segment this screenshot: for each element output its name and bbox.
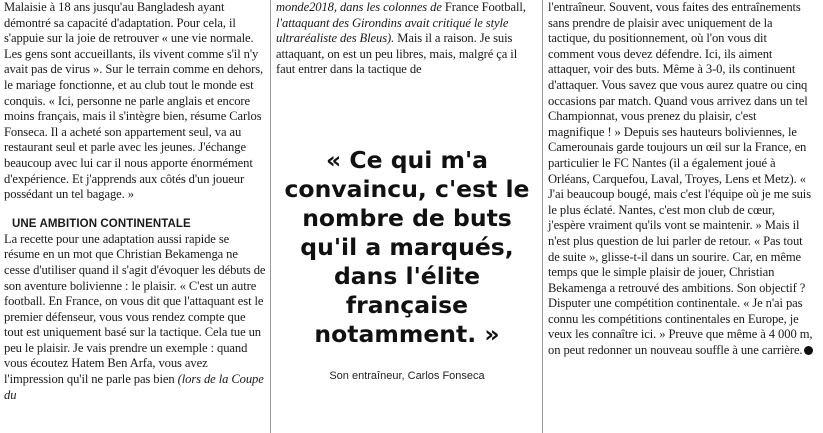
- column-rule-right: [542, 0, 543, 433]
- right-column: [548, 0, 814, 359]
- left-paragraph-1: Malaisie à 18 ans jusqu'au Bangladesh ayant démontré sa capacité d'adaptation. Pour cela, il s'appuie sur la joie de retrouver « une vie normale. Les gens sont accueillants, ils vivent comme s'il n'y avait pas de virus ». Sur le terrain comme en dehors, le mariage fonctionne, et au club tout le monde est conquis. « Ici, personne ne parle anglais et encore moins français, mais il s'intègre bien, résume Carlos Fonseca. Il a acheté son appartement seul, va au restaurant seul et parle avec les jeunes. J'échange beaucoup avec lui car il nous apporte énormément d'expérience. Et j'apprends aux côtés d'un joueur possédant un tel bagage. »: [4, 0, 264, 202]
- middle-italic-1: monde2018, dans les colonnes de: [276, 0, 442, 14]
- pull-quote-credit: Son entraîneur, Carlos Fonseca: [329, 370, 485, 382]
- middle-column: [276, 0, 538, 78]
- right-paragraph-text: l'entraîneur. Souvent, vous faites des entraînements sans prendre de plaisir avec uniquement de la tactique, du positionnement, où l'on vous dit comment vous devez défendre. Ici, ils aiment attaquer, voir des buts. Même à 3-0, ils continuent d'attaquer. Vous savez que vous aurez quatre ou cinq occasions par match. Quand vous arrivez dans un tel Championnat, vous prenez du plaisir, c'est magnifique ! » Depuis ses hauteurs boliviennes, le Camerounais garde toujours un œil sur la France, en particulier le FC Nantes (il a également joué à Orléans, Carquefou, Laval, Troyes, Lens et Metz). « J'ai beaucoup bougé, mais c'est l'équipe où je me suis le plus éclaté. Nantes, c'est mon club de cœur, j'espère vraiment qu'ils vont se maintenir. » Mais il n'est plus question de lui parler de retour. « Pas tout de suite », glisse-t-il dans un sourire. Car, en même temps que le simple plaisir de jouer, Christian Bekamenga a retrouvé des ambitions. Son objectif ? Disputer une compétition continentale. « Je n'ai pas connu les compétitions continentales en Europe, je veux les connaître ici. » Preuve que même à 4 000 m, on peut redonner un nouveau souffle à une carrière.: [548, 0, 813, 358]
- middle-paragraph: [276, 0, 538, 78]
- section-subheading: UNE AMBITION CONTINENTALE: [12, 217, 191, 230]
- left-paragraph-2-italic: (lors de la Coupe du: [4, 372, 264, 402]
- middle-normal-1: France Football,: [441, 0, 526, 14]
- column-rule-left: [270, 0, 271, 433]
- left-paragraph-2-text: La recette pour une adaptation aussi rapide se résume en un mot que Christian Bekamenga ne cesse d'utiliser quand il s'agit d'évoquer les débuts de son aventure bolivienne : le plaisir. « C'est un autre football. En France, on vous dit que l'attaquant est le premier défenseur, vous vous rendez compte que tout est uniquement basé sur la tactique. Cela tue un peu le plaisir. Je vais prendre un exemple : quand vous écoutez Hatem Ben Arfa, vous avez l'impression qu'il ne parle pas bien: [4, 231, 266, 387]
- left-paragraph-2: [4, 232, 266, 404]
- right-paragraph: [548, 0, 814, 359]
- end-of-article-icon: [804, 346, 813, 355]
- pull-quote: « Ce qui m'a convaincu, c'est le nombre de buts qu'il a marqués, dans l'élite française notamment. »: [284, 146, 530, 348]
- middle-italic-2: l'attaquant des Girondins avait critiqué le style ultraréaliste des Bleus).: [276, 15, 509, 46]
- middle-normal-2: Mais il a raison. Je suis attaquant, on est un peu libres, mais, malgré ça il faut entrer dans la tactique de: [276, 31, 518, 77]
- left-column: [4, 0, 266, 403]
